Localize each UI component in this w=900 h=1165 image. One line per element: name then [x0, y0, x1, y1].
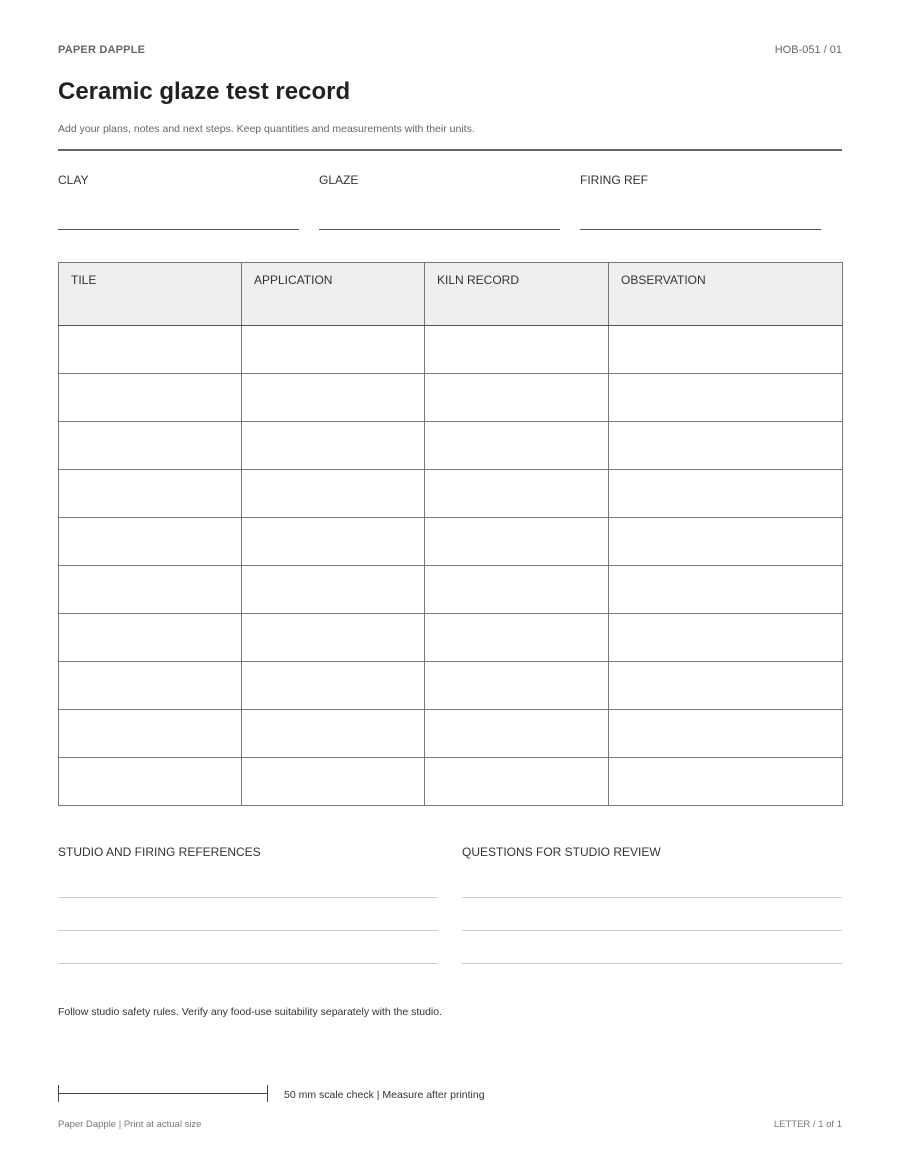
table-row [59, 758, 843, 806]
glaze-label: GLAZE [319, 173, 359, 187]
table-cell[interactable] [425, 758, 609, 806]
document-reference: HOB-051 / 01 [774, 44, 842, 56]
table-cell[interactable] [59, 758, 242, 806]
table-row [59, 326, 843, 374]
table-cell[interactable] [609, 326, 843, 374]
table-cell[interactable] [242, 422, 425, 470]
table-cell[interactable] [59, 710, 242, 758]
table-cell[interactable] [425, 710, 609, 758]
table-row [59, 566, 843, 614]
table-row [59, 422, 843, 470]
column-header-tile: TILE [59, 263, 242, 326]
table-cell[interactable] [609, 662, 843, 710]
table-cell[interactable] [609, 758, 843, 806]
table-cell[interactable] [59, 326, 242, 374]
table-cell[interactable] [242, 710, 425, 758]
scale-bar-start-tick [58, 1085, 59, 1102]
clay-label: CLAY [58, 173, 89, 187]
table-cell[interactable] [59, 470, 242, 518]
table-cell[interactable] [609, 614, 843, 662]
table-cell[interactable] [242, 518, 425, 566]
table-cell[interactable] [242, 614, 425, 662]
table-cell[interactable] [59, 566, 242, 614]
table-cell[interactable] [242, 374, 425, 422]
column-header-kiln-record: KILN RECORD [425, 263, 609, 326]
table-cell[interactable] [609, 566, 843, 614]
scale-bar-end-tick [267, 1085, 268, 1102]
table-cell[interactable] [59, 662, 242, 710]
table-cell[interactable] [609, 518, 843, 566]
clay-field[interactable] [58, 229, 299, 230]
glaze-test-table [58, 262, 843, 806]
questions-line[interactable] [462, 897, 842, 898]
table-cell[interactable] [425, 470, 609, 518]
table-row [59, 518, 843, 566]
column-header-application: APPLICATION [242, 263, 425, 326]
brand-name: PAPER DAPPLE [58, 44, 146, 56]
table-cell[interactable] [242, 326, 425, 374]
table-row [59, 614, 843, 662]
column-header-observation: OBSERVATION [609, 263, 843, 326]
table-cell[interactable] [425, 662, 609, 710]
page-subtitle: Add your plans, notes and next steps. Keep quantities and measurements with their units. [58, 123, 475, 135]
safety-note: Follow studio safety rules. Verify any food-use suitability separately with the studio. [58, 1006, 443, 1018]
footer-brand: Paper Dapple | Print at actual size [58, 1119, 202, 1130]
table-row [59, 470, 843, 518]
table-cell[interactable] [242, 662, 425, 710]
table-cell[interactable] [242, 758, 425, 806]
table-cell[interactable] [425, 518, 609, 566]
references-line[interactable] [58, 963, 438, 964]
table-cell[interactable] [425, 614, 609, 662]
questions-line[interactable] [462, 963, 842, 964]
table-cell[interactable] [59, 614, 242, 662]
page-title: Ceramic glaze test record [58, 78, 351, 105]
table-cell[interactable] [425, 326, 609, 374]
table-cell[interactable] [59, 518, 242, 566]
questions-line[interactable] [462, 930, 842, 931]
table-row [59, 710, 843, 758]
table-cell[interactable] [609, 422, 843, 470]
table-cell[interactable] [242, 566, 425, 614]
references-section-label: STUDIO AND FIRING REFERENCES [58, 845, 261, 859]
table-cell[interactable] [609, 374, 843, 422]
references-line[interactable] [58, 930, 438, 931]
footer-page-info: LETTER / 1 of 1 [773, 1119, 842, 1130]
table-cell[interactable] [609, 470, 843, 518]
table-cell[interactable] [609, 710, 843, 758]
table-cell[interactable] [59, 422, 242, 470]
table-cell[interactable] [425, 374, 609, 422]
scale-bar [58, 1093, 268, 1094]
references-line[interactable] [58, 897, 438, 898]
table-cell[interactable] [425, 422, 609, 470]
table-cell[interactable] [59, 374, 242, 422]
header-divider [58, 149, 842, 151]
firing-ref-label: FIRING REF [580, 173, 648, 187]
firing-ref-field[interactable] [580, 229, 821, 230]
questions-section-label: QUESTIONS FOR STUDIO REVIEW [462, 845, 661, 859]
table-header-row [59, 263, 843, 326]
table-row [59, 662, 843, 710]
table-cell[interactable] [242, 470, 425, 518]
table-cell[interactable] [425, 566, 609, 614]
glaze-field[interactable] [319, 229, 560, 230]
table-row [59, 374, 843, 422]
scale-check-label: 50 mm scale check | Measure after printing [284, 1089, 485, 1101]
